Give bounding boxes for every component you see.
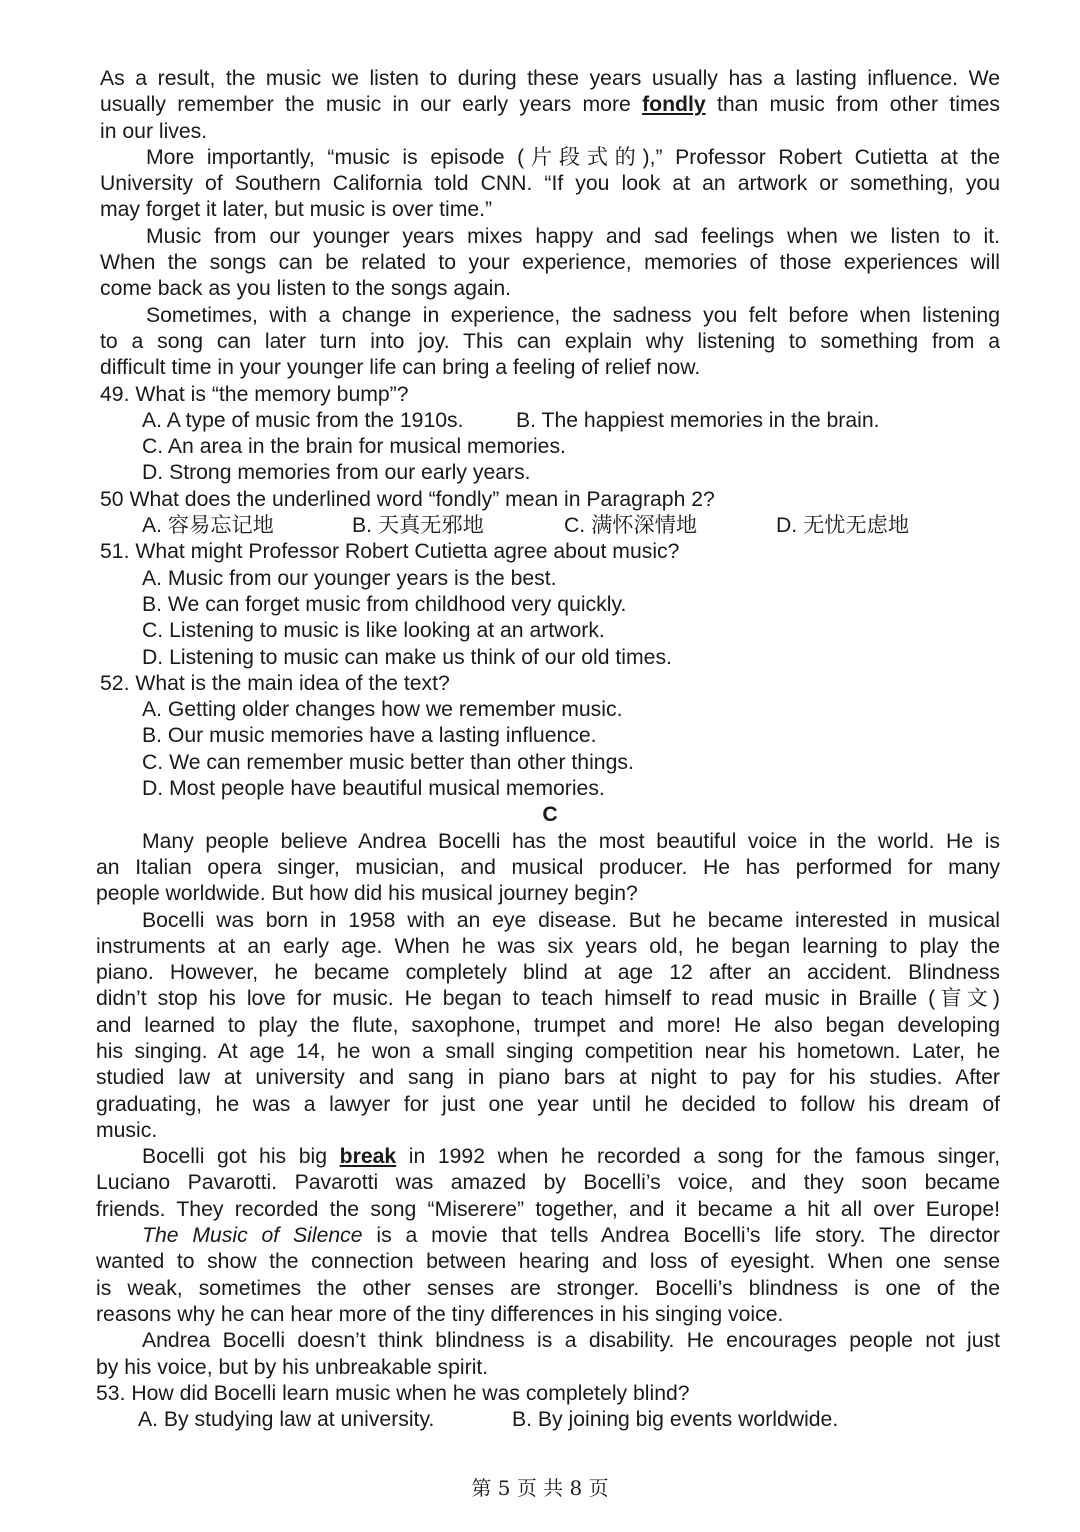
passage-c-line: piano. However, he became completely blind at age 12 after an accident. Blindness — [96, 961, 1000, 985]
passage-c-line: an Italian opera singer, musician, and musical producer. He has performed for many — [96, 855, 1000, 879]
passage-c-line: and learned to play the flute, saxophone, trumpet and more! He also began developing — [96, 1013, 1000, 1037]
underlined-word-fondly: fondly — [642, 93, 706, 117]
option-d: D. Strong memories from our early years. — [142, 461, 531, 485]
passage-b-line — [100, 92, 1000, 118]
option-c: C. 满怀深情地 — [564, 514, 698, 538]
passage-c-line: his singing. At age 14, he won a small singing competition near his hometown. Later, he — [96, 1039, 1000, 1063]
text-span: Bocelli got his big — [142, 1145, 340, 1169]
option-c: C. An area in the brain for musical memories. — [142, 435, 566, 459]
passage-c-line: by his voice, but by his unbreakable spirit. — [96, 1355, 489, 1379]
option-a: A. By studying law at university. — [138, 1408, 435, 1432]
section-heading-c: C — [542, 803, 558, 827]
passage-b-line: Music from our younger years mixes happy and sad feelings when we listen to it. — [146, 224, 1000, 248]
passage-b-line: As a result, the music we listen to during these years usually has a lasting influence. We — [100, 67, 1000, 90]
passage-b-line: When the songs can be related to your experience, memories of those experiences will — [100, 251, 1000, 275]
underlined-word-break: break — [339, 1145, 397, 1169]
passage-c-line — [96, 1144, 1000, 1170]
passage-c-line: people worldwide. But how did his musical journey begin? — [96, 882, 638, 906]
question-52: 52. What is the main idea of the text? — [100, 671, 450, 695]
passage-c-line: music. — [96, 1118, 158, 1142]
page-number-footer: 第 5 页 共 8 页 — [471, 1476, 609, 1500]
option-b: B. By joining big events worldwide. — [512, 1408, 839, 1432]
passage-c-line: is weak, sometimes the other senses are stronger. Bocelli’s blindness is one of the — [96, 1276, 1000, 1300]
passage-b-line: difficult time in your younger life can bring a feeling of relief now. — [100, 356, 701, 380]
option-a: A. Getting older changes how we remember music. — [142, 698, 623, 722]
passage-c-line: Many people believe Andrea Bocelli has the most beautiful voice in the world. He is — [142, 829, 1000, 853]
question-51: 51. What might Professor Robert Cutietta agree about music? — [100, 540, 680, 564]
option-a: A. Music from our younger years is the best. — [142, 566, 557, 590]
passage-b-line: may forget it later, but music is over time.” — [100, 198, 493, 222]
option-a: A. 容易忘记地 — [142, 514, 274, 538]
passage-c — [96, 829, 1000, 1434]
option-b: B. Our music memories have a lasting influence. — [142, 724, 597, 748]
option-b: B. 天真无邪地 — [352, 514, 484, 538]
passage-c-line: didn’t stop his love for music. He began to teach himself to read music in Braille (盲文) — [96, 987, 1000, 1011]
text-span: usually remember the music in our early years more — [100, 93, 643, 117]
question-53-options-row — [96, 1407, 1000, 1433]
question-50-options-row — [100, 513, 1000, 539]
option-c: C. Listening to music is like looking at an artwork. — [142, 619, 605, 643]
movie-title: The Music of Silence — [142, 1224, 363, 1248]
passage-c-line: reasons why he can hear more of the tiny differences in his singing voice. — [96, 1302, 784, 1326]
passage-c-line — [96, 1223, 1000, 1249]
passage-c-line: Luciano Pavarotti. Pavarotti was amazed by Bocelli’s voice, and they soon became — [96, 1171, 1000, 1195]
passage-c-line: friends. They recorded the song “Miserere” together, and it became a hit all over Europe! — [96, 1197, 1000, 1221]
option-d: D. Listening to music can make us think of our old times. — [142, 645, 672, 669]
question-49: 49. What is “the memory bump”? — [100, 382, 409, 406]
question-49-options-row — [100, 408, 1000, 434]
page-text — [96, 66, 1001, 1433]
question-50: 50 What does the underlined word “fondly” mean in Paragraph 2? — [100, 487, 715, 511]
passage-b-line: More importantly, “music is episode (片段式的),” Professor Robert Cutietta at the — [146, 145, 1000, 169]
option-b: B. The happiest memories in the brain. — [516, 408, 880, 432]
text-span: is a movie that tells Andrea Bocelli’s life story. The director — [362, 1224, 1000, 1248]
option-c: C. We can remember music better than other things. — [142, 750, 634, 774]
option-d: D. Most people have beautiful musical memories. — [142, 777, 605, 801]
text-span: than music from other times — [705, 93, 1001, 117]
question-53: 53. How did Bocelli learn music when he was completely blind? — [96, 1381, 690, 1405]
text-span: in 1992 when he recorded a song for the famous singer, — [396, 1145, 1001, 1169]
passage-b-line: in our lives. — [100, 119, 208, 143]
passage-c-line: graduating, he was a lawyer for just one year until he decided to follow his dream of — [96, 1092, 1000, 1116]
passage-c-line: studied law at university and sang in piano bars at night to pay for his studies. After — [96, 1066, 1000, 1090]
passage-b-line: come back as you listen to the songs again. — [100, 277, 512, 301]
passage-b-line: University of Southern California told CNN. “If you look at an artwork or something, you — [100, 172, 1000, 196]
passage-c-line: instruments at an early age. When he was six years old, he began learning to play the — [96, 934, 1000, 958]
option-b: B. We can forget music from childhood very quickly. — [142, 592, 627, 616]
passage-c-line: Andrea Bocelli doesn’t think blindness is a disability. He encourages people not just — [142, 1329, 1000, 1353]
passage-b-line: Sometimes, with a change in experience, the sadness you felt before when listening — [146, 303, 1000, 327]
option-d: D. 无忧无虑地 — [776, 514, 910, 538]
passage-b-line: to a song can later turn into joy. This can explain why listening to something from a — [100, 329, 1000, 353]
option-a: A. A type of music from the 1910s. — [142, 408, 464, 432]
passage-c-line: wanted to show the connection between hearing and loss of eyesight. When one sense — [96, 1250, 1000, 1274]
passage-c-line: Bocelli was born in 1958 with an eye disease. But he became interested in musical — [142, 908, 1000, 932]
